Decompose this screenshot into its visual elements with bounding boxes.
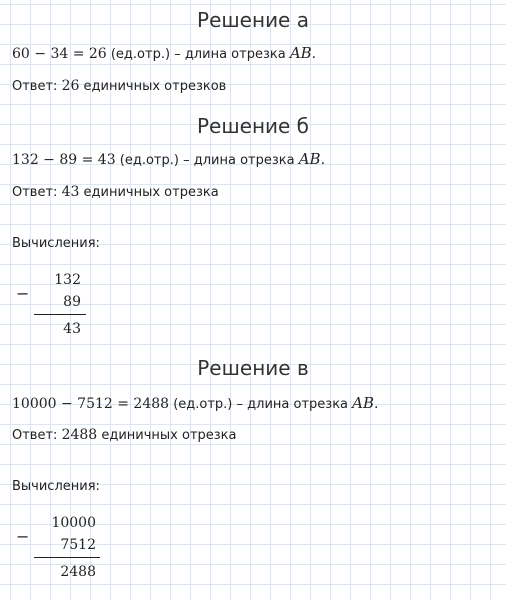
period-b: . <box>320 152 326 168</box>
answer-label-b: Ответ: <box>12 185 58 200</box>
heading-solution-c: Решение в <box>197 356 309 380</box>
minus-sign: − <box>16 527 30 546</box>
answer-word-c: единичных отрезка <box>101 428 237 443</box>
calc-label-b: Вычисления: <box>12 236 100 251</box>
unit-c: (ед.отр.) <box>173 397 233 412</box>
answer-c <box>12 426 237 445</box>
answer-b <box>12 183 219 202</box>
dash-text-c: – длина отрезка <box>236 397 349 412</box>
segment-b: AB <box>298 150 321 168</box>
answer-number-a: 26 <box>61 78 80 94</box>
expression-c: 10000 − 7512 = 2488 <box>12 396 170 412</box>
sum-line <box>34 557 100 558</box>
minuend-c: 10000 <box>51 515 96 531</box>
heading-solution-a: Решение а <box>197 8 309 32</box>
sum-line <box>34 314 86 315</box>
period-a: . <box>311 46 317 62</box>
column-subtraction-c <box>16 515 96 585</box>
heading-solution-b: Решение б <box>196 114 310 138</box>
answer-word-a: единичных отрезков <box>83 79 227 94</box>
answer-word-b: единичных отрезка <box>83 185 219 200</box>
answer-number-c: 2488 <box>61 427 98 443</box>
equation-a <box>12 44 316 64</box>
expression-b: 132 − 89 = 43 <box>12 152 116 168</box>
segment-c: AB <box>352 394 375 412</box>
dash-text-b: – длина отрезка <box>183 153 295 168</box>
subtrahend-b: 89 <box>63 294 81 310</box>
answer-label-c: Ответ: <box>12 428 58 443</box>
answer-number-b: 43 <box>61 184 80 200</box>
minuend-b: 132 <box>54 272 81 288</box>
dash-text-a: – длина отрезка <box>174 47 286 62</box>
segment-a: AB <box>289 44 312 62</box>
minus-sign: − <box>16 284 30 303</box>
expression-a: 60 − 34 = 26 <box>12 46 107 62</box>
subtrahend-c: 7512 <box>60 537 96 553</box>
answer-label-a: Ответ: <box>12 79 58 94</box>
result-b: 43 <box>63 321 81 337</box>
period-c: . <box>374 396 379 412</box>
calc-label-c: Вычисления: <box>12 479 100 494</box>
equation-c <box>12 394 378 414</box>
unit-a: (ед.отр.) <box>110 47 171 62</box>
unit-b: (ед.отр.) <box>119 153 179 168</box>
column-subtraction-b <box>16 272 81 342</box>
equation-b <box>12 150 325 170</box>
answer-a <box>12 77 226 96</box>
result-c: 2488 <box>60 564 96 580</box>
